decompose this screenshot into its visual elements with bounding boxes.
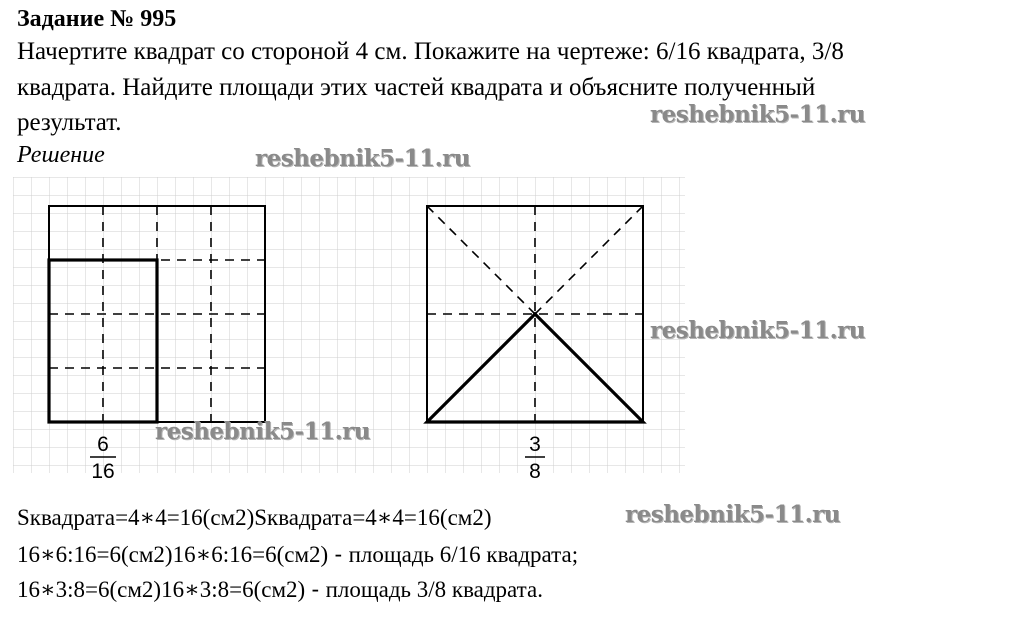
task-text-line-2: квадрата. Найдите площади этих частей квадрата и объясните полученный [17, 74, 816, 101]
watermark-3: reshebnik5-11.ru [650, 317, 865, 344]
result-line-2 [17, 540, 578, 569]
right-fraction-denominator: 8 [529, 460, 541, 483]
result-line-2-text: площадь 6/16 квадрата; [348, 542, 579, 567]
right-fraction-numerator: 3 [529, 433, 541, 456]
watermark-1: reshebnik5-11.ru [650, 101, 865, 128]
result-line-3-formula: 16∗3:8=6(см2)16∗3:8=6(см2) [17, 577, 306, 602]
solution-label: Решение [17, 142, 105, 168]
left-fraction-denominator: 16 [91, 460, 115, 483]
result-line-3 [17, 575, 543, 604]
result-line-3-text: площадь 3/8 квадрата. [325, 577, 543, 602]
left-fraction-numerator: 6 [97, 433, 109, 456]
watermark-4: reshebnik5-11.ru [155, 418, 370, 445]
watermark-2: reshebnik5-11.ru [255, 145, 470, 172]
result-line-2-dash: - [328, 541, 349, 567]
task-title: Задание № 995 [17, 6, 177, 32]
result-line-3-dash: - [305, 576, 326, 602]
result-line-1: Sквадрата=4∗4=16(см2)Sквадрата=4∗4=16(см2) [17, 505, 492, 530]
watermark-5: reshebnik5-11.ru [625, 501, 840, 528]
task-text-line-3: результат. [17, 109, 122, 136]
result-line-2-formula: 16∗6:16=6(см2)16∗6:16=6(см2) [17, 542, 329, 567]
task-text-line-1: Начертите квадрат со стороной 4 см. Покажите на чертеже: 6/16 квадрата, 3/8 [17, 38, 844, 65]
